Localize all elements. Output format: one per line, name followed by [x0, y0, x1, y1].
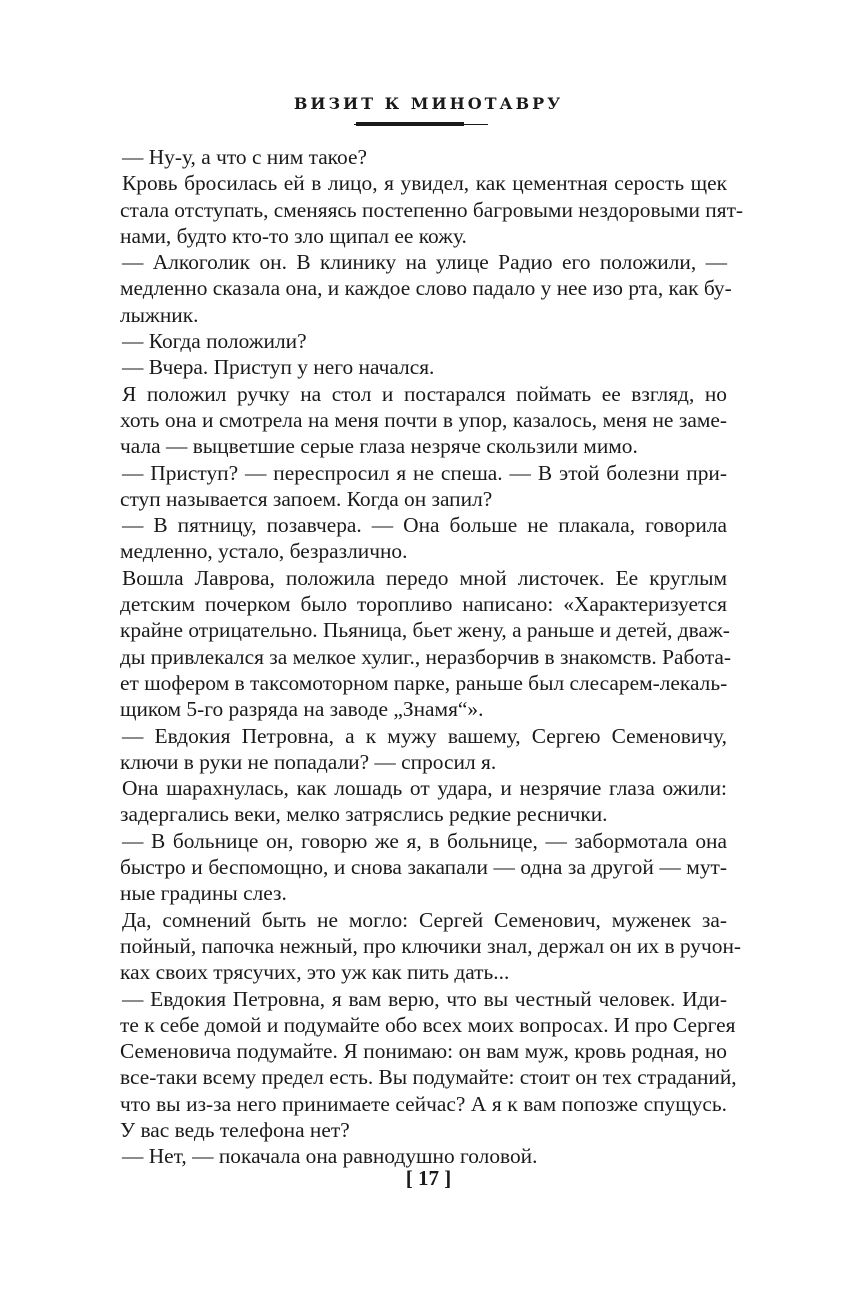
text-line: Вошла Лаврова, положила передо мной листочек. Ее круглым	[122, 565, 727, 590]
page-number: [ 17 ]	[405, 1166, 452, 1190]
paragraph	[120, 723, 727, 776]
text-line: пойный, папочка нежный, про ключики знал, держал он их в ручон-	[120, 933, 742, 958]
paragraph	[120, 565, 732, 723]
text-line: — Когда положили?	[122, 329, 307, 354]
text-line: хоть она и смотрела на меня почти в упор, казалось, меня не заме-	[120, 407, 727, 432]
paragraph	[120, 828, 727, 907]
text-line: Она шарахнулась, как лошадь от удара, и незрячие глаза ожили:	[122, 776, 727, 801]
text-line: Семеновича подумайте. Я понимаю: он вам муж, кровь родная, но	[120, 1039, 727, 1064]
text-line: нами, будто кто-то зло щипал ее кожу.	[120, 223, 467, 248]
text-line: — Евдокия Петровна, а к мужу вашему, Сергею Семеновичу,	[122, 723, 727, 748]
text-line: щиком 5-го разряда на заводе „Знамя“».	[120, 697, 484, 722]
paragraph	[120, 170, 744, 249]
paragraph	[120, 986, 737, 1144]
text-line: стала отступать, сменяясь постепенно багровыми нездоровыми пят-	[120, 197, 744, 222]
text-line: Кровь бросилась ей в лицо, я увидел, как цементная серость щек	[122, 171, 727, 196]
text-line: детским почерком было торопливо написано: «Характеризуется	[120, 592, 727, 617]
paragraph	[120, 907, 742, 986]
text-line: ет шофером в таксомоторном парке, раньше был слесарем-лекаль-	[120, 670, 728, 695]
text-line: Я положил ручку на стол и постарался поймать ее взгляд, но	[122, 381, 727, 406]
text-line: ные градины слез.	[120, 881, 287, 906]
text-line: что вы из-за него принимаете сейчас? А я к вам попозже спущусь.	[120, 1091, 727, 1116]
text-line: те к себе домой и подумайте обо всех моих вопросах. И про Сергея	[120, 1012, 736, 1037]
text-line: — В больнице он, говорю же я, в больнице, — забормотала она	[122, 828, 727, 853]
text-line: все-таки всему предел есть. Вы подумайте: стоит он тех страданий,	[120, 1065, 737, 1090]
text-line: ступ называется запоем. Когда он запил?	[120, 486, 493, 511]
text-line: медленно, устало, безразлично.	[120, 539, 408, 564]
paragraph	[120, 249, 732, 328]
text-line: — Вчера. Приступ у него начался.	[122, 355, 435, 380]
text-line: — В пятницу, позавчера. — Она больше не плакала, говорила	[122, 513, 727, 538]
text-line: — Алкоголик он. В клинику на улице Радио его положили, —	[122, 250, 727, 275]
running-head: ВИЗИТ К МИНОТАВРУ	[293, 94, 564, 113]
text-line: — Евдокия Петровна, я вам верю, что вы честный человек. Иди-	[122, 986, 727, 1011]
paragraph	[120, 512, 727, 565]
body-text	[120, 144, 744, 1170]
text-line: — Нет, — покачала она равнодушно головой.	[122, 1144, 538, 1169]
text-line: У вас ведь телефона нет?	[120, 1117, 350, 1142]
paragraph	[120, 381, 727, 460]
text-line: — Ну-у, а что с ним такое?	[122, 145, 367, 169]
text-line: медленно сказала она, и каждое слово падало у нее изо рта, как бу-	[120, 276, 732, 301]
text-line: лыжник.	[120, 302, 199, 327]
paragraph	[120, 460, 727, 513]
text-line: ключи в руки не попадали? — спросил я.	[120, 749, 497, 774]
text-line: ды привлекался за мелкое хулиг., неразборчив в знакомств. Работа-	[120, 644, 732, 669]
paragraph	[120, 775, 727, 828]
paragraph	[120, 328, 727, 354]
text-line: — Приступ? — переспросил я не спеша. — В этой болезни при-	[122, 460, 727, 485]
text-line: чала — выцветшие серые глаза незряче скользили мимо.	[120, 434, 638, 459]
text-line: ках своих трясучих, это уж как пить дать...	[120, 960, 510, 985]
paragraph	[120, 354, 727, 380]
paragraph	[120, 144, 727, 170]
text-line: быстро и беспомощно, и снова закапали — одна за другой — мут-	[120, 855, 727, 880]
text-line: Да, сомнений быть не могло: Сергей Семенович, муженек за-	[122, 907, 727, 932]
text-line: крайне отрицательно. Пьяница, бьет жену, а раньше и детей, дваж-	[120, 618, 730, 643]
text-line: задергались веки, мелко затряслись редкие реснички.	[120, 802, 608, 827]
running-head-rule-bold	[356, 122, 464, 126]
